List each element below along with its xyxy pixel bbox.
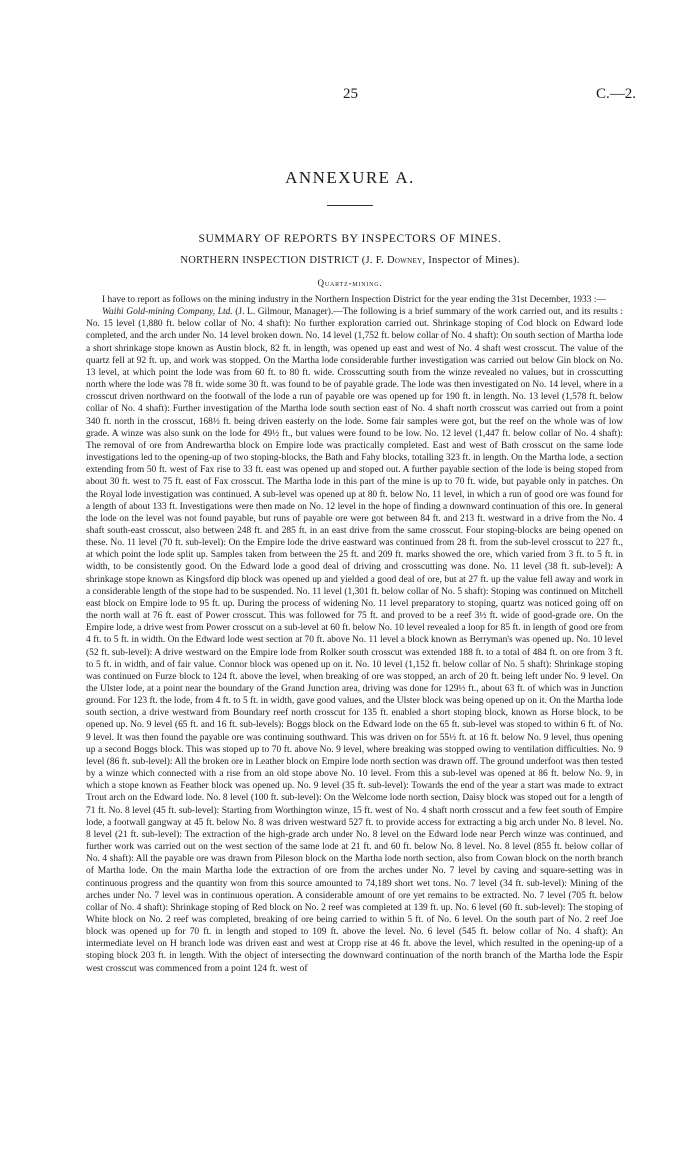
title-rule bbox=[327, 205, 373, 206]
report-body bbox=[86, 294, 623, 975]
page-reference: C.—2. bbox=[595, 86, 636, 102]
district-heading bbox=[0, 255, 700, 266]
intro-paragraph: I have to report as follows on the mining industry in the Northern Inspection District for the year ending the 31st December, 1933 :— bbox=[102, 295, 606, 305]
district-suffix: , Inspector of Mines). bbox=[422, 255, 520, 266]
company-name: Waihi Gold-mining Company, Ltd. bbox=[102, 307, 233, 318]
summary-heading: SUMMARY OF REPORTS BY INSPECTORS OF MINES. bbox=[198, 233, 502, 245]
inspector-name: Downey bbox=[386, 255, 423, 266]
company-report-text: (J. L. Gilmour, Manager).—The following is a brief summary of the work carried out, and its results : No. 15 level (1,880 ft. below collar of No. 4 shaft): No further exploration carried out. Shrinkage stoping of Cod block on Edward lode completed, and the arch under No. 14 level broken down. No. 14 level (1,752 ft. below collar of No. 4 shaft): On south section of Martha lode a short shrinkage stope known as Austin block, 82 ft. in length, was opened up east and west of No. 4 shaft west crosscut. The value of the quartz fell at 92 ft. up, and work was stopped. On the Martha lode considerable further investigation was carried out below Gin block on No. 13 level, at which point the lode was from 60 ft. to 80 ft. wide. Crosscutting south from the winze revealed no values, but in crosscutting north where the lode was 78 ft. wide some 30 ft. was found to be of payable grade. The lode was then investigated on No. 14 level, where in a crosscut driven northward on the footwall of the lode a run of payable ore was opened up for 190 ft. in length. No. 13 level (1,578 ft. below collar of No. 4 shaft): Further investigation of the Martha lode south section east of No. 4 shaft north crosscut was carried out from a point 340 ft. north in the crosscut, 168½ ft. being driven easterly on the lode. Some fair samples were got, but the reef on the whole was of low grade. A winze was also sunk on the lode for 49½ ft., but values were found to be low. No. 12 level (1,447 ft. below collar of No. 4 shaft): The removal of ore from Andrewartha block on Empire lode was practically completed. East and west of Bath crosscut on the same lode investigations led to the opening-up of two stoping-blocks, the Bath and Fahy blocks, totalling 323 ft. in length. On the Martha lode, a section extending from 50 ft. west of Fax rise to 33 ft. east was opened up and stoped out. A further payable section of the lode is being stoped from about 30 ft. west to 75 ft. east of Fax crosscut. The Martha lode in this part of the mine is up to 70 ft. wide, but payable only in patches. On the Royal lode investigation was continued. A sub-level was opened up at 80 ft. below No. 11 level, in which a run of good ore was found for a length of about 133 ft. Investigations were then made on No. 12 level in the hope of finding a downward continuation of this ore. In general the lode on the level was not found payable, but runs of payable ore were got between 84 ft. and 213 ft. westward in a drive from the No. 4 shaft south-east crosscut, also between 248 ft. and 285 ft. in an east drive from the same crosscut. Four stoping-blocks are being opened on these. No. 11 level (70 ft. sub-level): On the Empire lode the drive eastward was continued from 28 ft. from the sub-level crosscut to 227 ft., at which point the lode split up. Samples taken from between the 25 ft. and 209 ft. marks showed the ore, which varied from 3 ft. to 5 ft. in width, to be consistently good. On the Edward lode a good deal of driving and crosscutting was done. No. 11 level (38 ft. sub-level): A shrinkage stope known as Kingsford dip block was opened up and yielded a good deal of ore, but at 27 ft. up the value fell away and work in a considerable length of the stope had to be suspended. No. 11 level (1,301 ft. below collar of No. 5 shaft): Stoping was continued on Mitchell east block on Empire lode to 95 ft. up. During the process of widening No. 11 level preparatory to stoping, quartz was noticed going off on the north wall at 76 ft. east of Power crosscut. This was followed for 75 ft. and proved to be a reef 3½ ft. wide of good-grade ore. On the Empire lode, a drive west from Power crosscut on a sub-level at 60 ft. below No. 10 level revealed a loop for 85 ft. in length of good ore from 4 ft. to 5 ft. in width. On the Edward lode west section at 70 ft. above No. 11 level a block known as Berryman's was opened up. No. 10 level (52 ft. sub-level): A drive westward on the Empire lode from Rolker south crosscut was extended 188 ft. to a total of 484 ft. on ore from 3 ft. to 5 ft. in width, and of fair value. Connor block was opened up on it. No. 10 level (1,152 ft. below collar of No. 5 shaft): Shrinkage stoping was continued on Furze block to 124 ft. above the level, when breaking of ore was stopped, an arch of 20 ft. being left under No. 9 level. On the Ulster lode, at a point near the boundary of the Grand Junction area, driving was done for 129½ ft., about 63 ft. of which was in Junction ground. For 123 ft. the lode, from 4 ft. to 5 ft. in width, gave good values, and the Ulster block was being opened up on it. On the Martha lode south section, a drive westward from Boundary reef north crosscut for 135 ft. enabled a short stoping block, known as Horse block, to be opened up. No. 9 level (65 ft. and 16 ft. sub-levels): Boggs block on the Edward lode on the 65 ft. sub-level was stoped to within 6 ft. of No. 9 level. It was then found the payable ore was continuing southward. This was driven on for 55½ ft. at 16 ft. below No. 9 level, thus opening up a second Boggs block. This was stoped up to 70 ft. above No. 9 level, where breaking was stopped owing to ventilation difficulties. No. 9 level (86 ft. sub-level): All the broken ore in Leather block on Empire lode north section was drawn off. The ground underfoot was then tested by a winze which connected with a rise from an old stope above No. 10 level. From this a sub-level was opened at 86 ft. below No. 9, in which a stope known as Feather block was opened up. No. 9 level (35 ft. sub-level): Towards the end of the year a start was made to extract Trout arch on the Edward lode. No. 8 level (100 ft. sub-level): On the Welcome lode north section, Daisy block was stoped out for a length of 71 ft. No. 8 level (45 ft. sub-level): Starting from Worthington winze, 15 ft. west of No. 4 shaft north crosscut and a few feet south of Empire lode, a footwall gangway at 45 ft. below No. 8 was driven westward 527 ft. to provide access for extracting a big arch under No. 8 level. No. 8 level (21 ft. sub-level): The extraction of the high-grade arch under No. 8 level on the Edward lode near Perch winze was continued, and further work was carried out on the west section of the same lode at 21 ft. and 60 ft. below No. 8 level. No. 8 level (855 ft. below collar of No. 4 shaft): All the payable ore was drawn from Pileson block on the Martha lode north section, also from Cowan block on the north branch of Martha lode. On the main Martha lode the extraction of ore from the arches under No. 7 level by caving and square-setting was in continuous progress and the quantity won from this source amounted to 74,189 short wet tons. No. 7 level (34 ft. sub-level): Mining of the arches under No. 7 level was in continuous operation. A considerable amount of ore yet remains to be extracted. No. 7 level (705 ft. below collar of No. 4 shaft): Shrinkage stoping of Red block on No. 2 reef was completed at 139 ft. up. No. 6 level (60 ft. sub-level): The stoping of White block on No. 2 reef was completed, breaking of ore being carried to within 5 ft. of No. 6 level. On the south part of No. 2 reef Joe block was opened up for 70 ft. in length and stoped to 109 ft. above the level. No. 6 level (545 ft. below collar of No. 4 shaft): An intermediate level on H branch lode was driven east and west at Cropp rise at 46 ft. above the level, which resulted in the opening-up of a stoping block 203 ft. in length. With the object of intersecting the downward continuation of the north branch of the Martha lode the Espir west crosscut was commenced from a point 124 ft. west of bbox=[86, 307, 623, 974]
company-report-paragraph bbox=[86, 306, 623, 975]
page-number: 25 bbox=[343, 86, 358, 102]
section-heading: Quartz-mining. bbox=[317, 278, 383, 288]
annexure-title: ANNEXURE A. bbox=[285, 168, 415, 187]
district-prefix: NORTHERN INSPECTION DISTRICT (J. F. bbox=[180, 255, 387, 266]
